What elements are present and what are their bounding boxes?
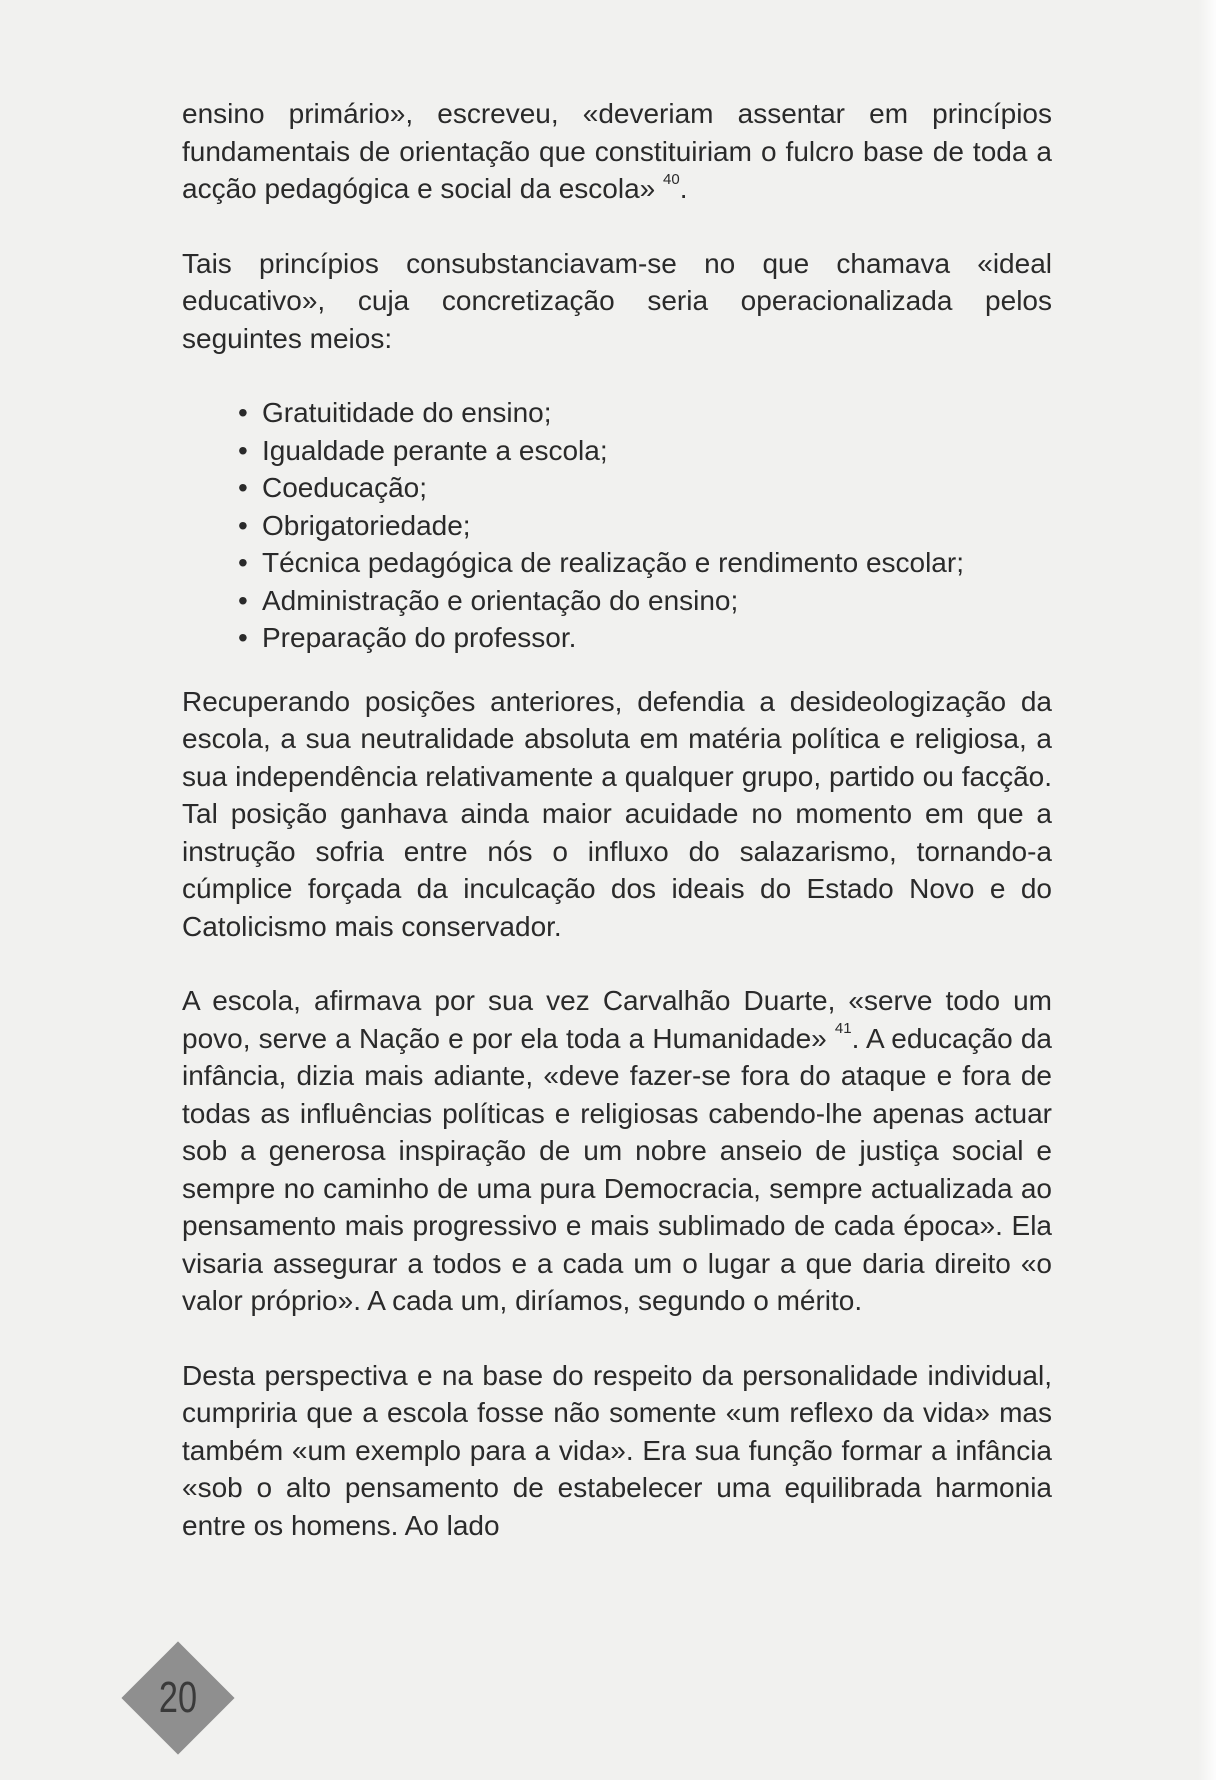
body-text	[182, 95, 1052, 1544]
paragraph-1-text: ensino primário», escreveu, «deveriam assentar em princípios fundamentais de orientação que constituiriam o fulcro base de toda a acção pedagógica e social da escola»	[182, 98, 1052, 204]
list-item: • Obrigatoriedade;	[238, 507, 1052, 545]
page-edge	[1198, 0, 1216, 1780]
paragraph-gap	[182, 357, 1052, 394]
footnote-ref-40: 40	[663, 170, 680, 188]
paragraph-gap	[182, 208, 1052, 245]
paragraph-5: Desta perspectiva e na base do respeito da personalidade individual, cumpriria que a escola fosse não somente «um reflexo da vida» mas também «um exemplo para a vida». Era sua função formar a infância «sob o alto pensamento de estabelecer uma equilibrada harmonia entre os homens. Ao lado	[182, 1359, 1052, 1541]
paragraph-2: Tais princípios consubstanciavam-se no que chamava «ideal educativo», cuja concretização seria operacionalizada pelos seguintes meios:	[182, 247, 1052, 354]
list-item: • Coeducação;	[238, 469, 1052, 507]
paragraph-1-end: .	[679, 173, 688, 204]
footnote-ref-41: 41	[834, 1020, 852, 1038]
page-number-badge	[122, 1642, 234, 1754]
paragraph-4-text-a: A escola, afirmava por sua vez Carvalhão Duarte, «serve todo um povo, serve a Nação e por ela toda a Humanidade»	[182, 985, 1052, 1054]
page-number: 20	[158, 1673, 198, 1722]
list-item: • Gratuitidade do ensino;	[238, 394, 1052, 432]
paragraph-4-text-b: . A educação da infância, dizia mais adiante, «deve fazer-se fora do ataque e fora de todas as influências políticas e religiosas cabendo-lhe apenas actuar sob a generosa inspiração de um nobre anseio de justiça social e sempre no caminho de uma pura Democracia, sempre actualizada ao pensamento mais progressivo e mais sublimado de cada época». Ela visaria assegurar a todos e a cada um o lugar a que daria direito «o valor próprio». A cada um, diríamos, segundo o mérito.	[182, 1022, 1052, 1316]
paragraph-4	[182, 982, 1052, 1320]
paragraph-3: Recuperando posições anteriores, defendia a desideologização da escola, a sua neutralidade absoluta em matéria política e religiosa, a sua independência relativamente a qualquer grupo, partido ou facção. Tal posição ganhava ainda maior acuidade no momento em que a instrução sofria entre nós o influxo do salazarismo, tornando-a cúmplice forçada da inculcação dos ideais do Estado Novo e do Catolicismo mais conservador.	[182, 685, 1052, 942]
bullet-list	[182, 394, 1052, 657]
paragraph-gap	[182, 1320, 1052, 1357]
paragraph-1	[182, 95, 1052, 208]
paragraph-gap	[182, 657, 1052, 683]
list-item: • Igualdade perante a escola;	[238, 432, 1052, 470]
list-item: • Técnica pedagógica de realização e rendimento escolar;	[238, 544, 1052, 582]
list-item: • Administração e orientação do ensino;	[238, 582, 1052, 620]
paragraph-gap	[182, 945, 1052, 982]
list-item: • Preparação do professor.	[238, 619, 1052, 657]
